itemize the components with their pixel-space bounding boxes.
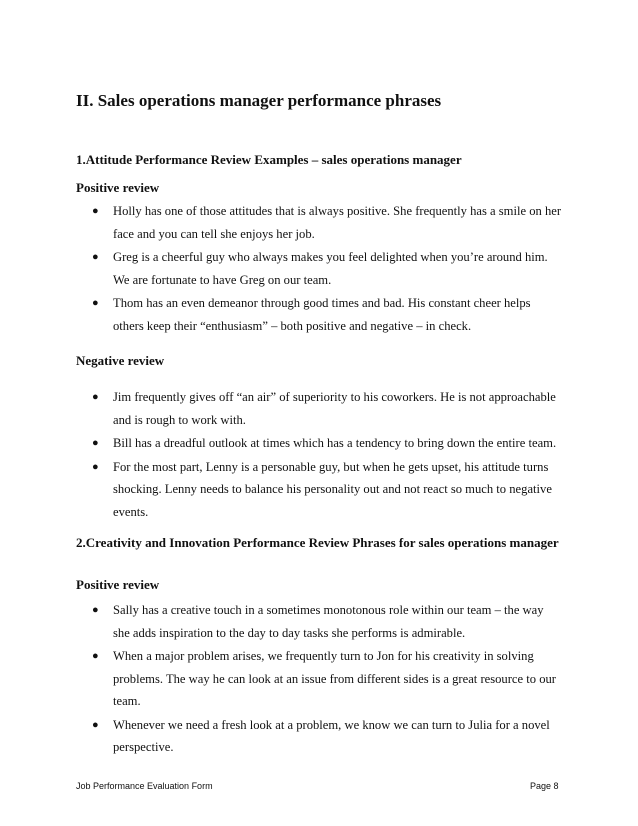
- footer-document-name: Job Performance Evaluation Form: [76, 781, 213, 791]
- list-item-text: Jim frequently gives off “an air” of superiority to his coworkers. He is not approachable and is rough to work with.: [113, 390, 556, 427]
- bullet-icon: ●: [92, 437, 99, 449]
- list-item-text: For the most part, Lenny is a personable guy, but when he gets upset, his attitude turns shocking. Lenny needs to balance his personality out and not react so much to negative events.: [113, 459, 552, 519]
- bullet-icon: ●: [92, 604, 99, 616]
- subheading-positive-review-2: Positive review: [76, 577, 160, 592]
- list-item: [0, 714, 563, 759]
- bullet-icon: ●: [92, 297, 99, 309]
- list-item: [0, 456, 563, 524]
- list-item-text: Thom has an even demeanor through good times and bad. His constant cheer helps others keep their “enthusiasm” – both positive and negative – in check.: [113, 296, 531, 333]
- creativity-positive-list: [0, 599, 638, 760]
- bullet-icon: ●: [92, 391, 99, 403]
- list-item: [0, 599, 563, 644]
- attitude-positive-list: [0, 200, 638, 338]
- list-item-text: Bill has a dreadful outlook at times which has a tendency to bring down the entire team.: [113, 436, 557, 450]
- list-item: [0, 432, 563, 455]
- list-item-text: Whenever we need a fresh look at a problem, we know we can turn to Julia for a novel perspective.: [113, 717, 550, 754]
- list-item-text: Sally has a creative touch in a sometimes monotonous role within our team – the way she adds inspiration to the day to day tasks she performs is admirable.: [113, 603, 544, 640]
- list-item-text: When a major problem arises, we frequently turn to Jon for his creativity in solving problems. The way he can look at an issue from different sides is a great resource to our team.: [113, 649, 556, 708]
- list-item: [0, 645, 563, 713]
- list-item: [0, 386, 563, 431]
- list-item-text: Holly has one of those attitudes that is always positive. She frequently has a smile on her face and you can tell she enjoys her job.: [113, 204, 562, 241]
- attitude-negative-list: [0, 386, 638, 524]
- bullet-icon: ●: [92, 718, 99, 731]
- section-heading-creativity: 2.Creativity and Innovation Performance Review Phrases for sales operations manager: [76, 535, 559, 550]
- subheading-negative-review: Negative review: [76, 353, 165, 368]
- bullet-icon: ●: [92, 460, 99, 473]
- bullet-icon: ●: [92, 251, 99, 263]
- list-item-text: Greg is a cheerful guy who always makes you feel delighted when you’re around him. We are fortunate to have Greg on our team.: [113, 250, 548, 287]
- bullet-icon: ●: [92, 205, 99, 217]
- page-title: II. Sales operations manager performance phrases: [76, 91, 442, 110]
- list-item: [0, 292, 563, 337]
- section-heading-attitude: 1.Attitude Performance Review Examples – sales operations manager: [76, 152, 462, 167]
- bullet-icon: ●: [92, 650, 99, 662]
- list-item: [0, 246, 563, 291]
- list-item: [0, 200, 563, 245]
- footer-page-number: Page 8: [530, 781, 559, 791]
- subheading-positive-review: Positive review: [76, 180, 160, 195]
